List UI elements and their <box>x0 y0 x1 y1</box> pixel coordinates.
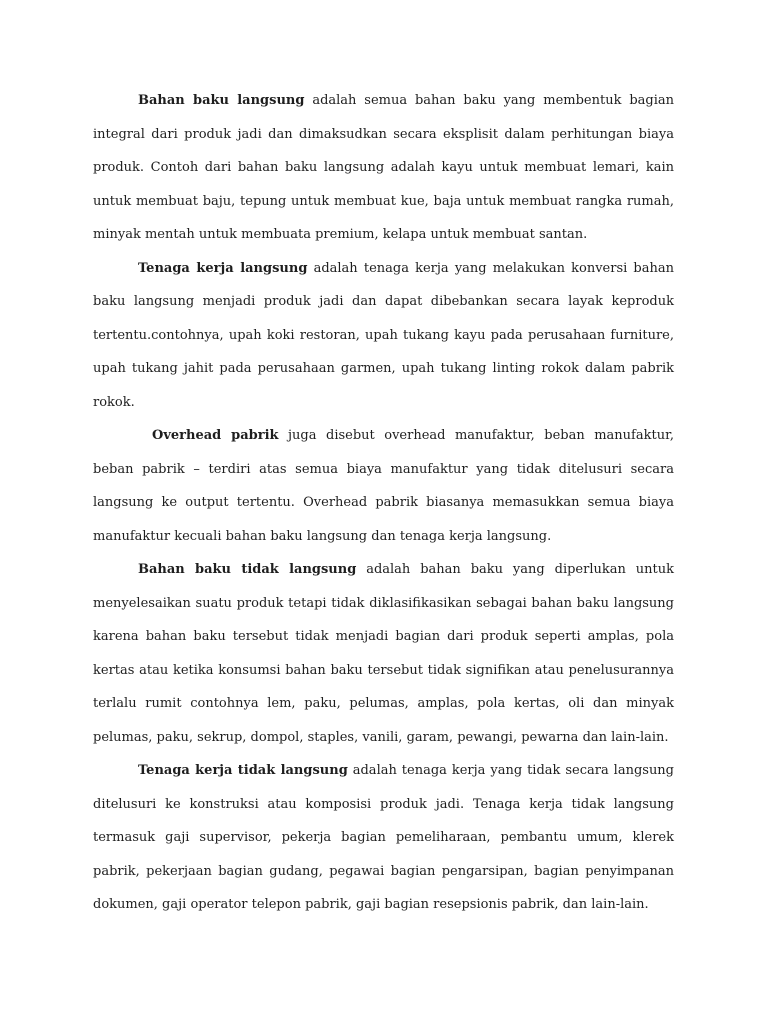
term-bahan-baku-langsung: Bahan baku langsung <box>138 93 305 108</box>
paragraph-text: adalah tenaga kerja yang melakukan konversi bahan baku langsung menjadi produk jadi dan dapat dibebankan secara layak keproduk tertentu.contohnya, upah koki restoran, upah tukang kayu pada perusahaan furniture, upah tukang jahit pada perusahaan garmen, upah tukang linting rokok dalam pabrik rokok. <box>93 260 674 410</box>
paragraph-bahan-baku-langsung <box>93 84 674 252</box>
paragraph-text: juga disebut overhead manufaktur, beban manufaktur, beban pabrik – terdiri atas semua biaya manufaktur yang tidak ditelusuri secara langsung ke output tertentu. Overhead pabrik biasanya memasukkan semua biaya manufaktur kecuali bahan baku langsung dan tenaga kerja langsung. <box>93 428 674 544</box>
term-overhead-pabrik: Overhead pabrik <box>152 428 279 443</box>
paragraph-overhead-pabrik <box>93 419 674 553</box>
term-bahan-baku-tidak-langsung: Bahan baku tidak langsung <box>138 562 357 577</box>
paragraph-tenaga-kerja-langsung <box>93 252 674 420</box>
paragraph-text: adalah tenaga kerja yang tidak secara langsung ditelusuri ke konstruksi atau komposisi produk jadi. Tenaga kerja tidak langsung termasuk gaji supervisor, pekerja bagian pemeliharaan, pembantu umum, klerek pabrik, pekerjaan bagian gudang, pegawai bagian pengarsipan, bagian penyimpanan dokumen, gaji operator telepon pabrik, gaji bagian resepsionis pabrik, dan lain-lain. <box>93 763 675 912</box>
term-tenaga-kerja-langsung: Tenaga kerja langsung <box>138 260 308 276</box>
document-body <box>93 84 674 922</box>
paragraph-tenaga-kerja-tidak-langsung <box>93 754 674 922</box>
paragraph-bahan-baku-tidak-langsung <box>93 553 674 754</box>
paragraph-text: adalah bahan baku yang diperlukan untuk menyelesaikan suatu produk tetapi tidak diklasifikasikan sebagai bahan baku langsung karena bahan baku tersebut tidak menjadi bagian dari produk seperti amplas, pola kertas atau ketika konsumsi bahan baku tersebut tidak signifikan atau penelusurannya terlalu rumit contohnya lem, paku, pelumas, amplas, pola kertas, oli dan minyak pelumas, paku, sekrup, dompol, staples, vanili, garam, pewangi, pewarna dan lain-lain. <box>93 562 674 745</box>
term-tenaga-kerja-tidak-langsung: Tenaga kerja tidak langsung <box>138 763 348 778</box>
paragraph-text: adalah semua bahan baku yang membentuk bagian integral dari produk jadi dan dimaksudkan secara eksplisit dalam perhitungan biaya produk. Contoh dari bahan baku langsung adalah kayu untuk membuat lemari, kain untuk membuat baju, tepung untuk membuat kue, baja untuk membuat rangka rumah, minyak mentah untuk membuata premium, kelapa untuk membuat santan. <box>93 93 674 242</box>
